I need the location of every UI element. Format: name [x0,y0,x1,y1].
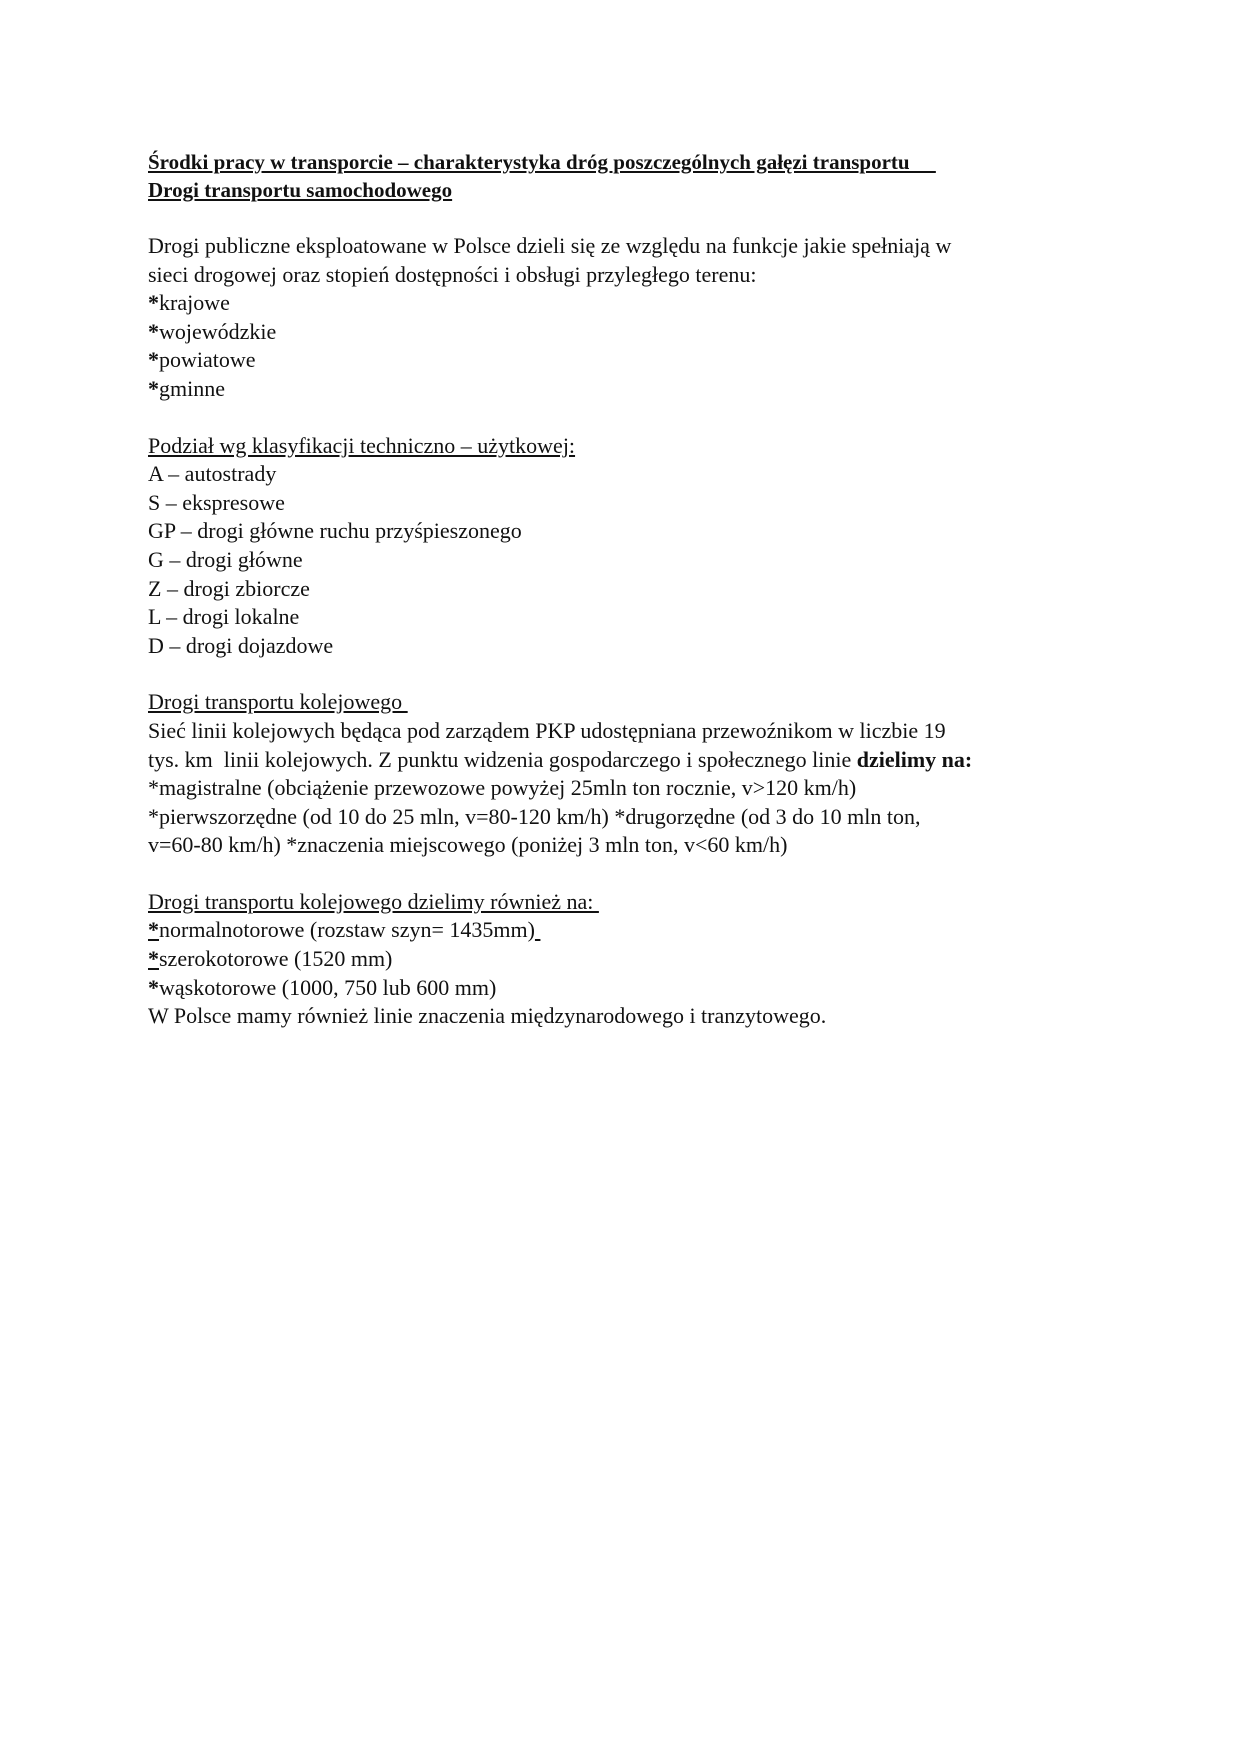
road-category-item: *powiatowe [148,347,256,373]
road-category-item: *krajowe [148,290,230,316]
classification-item: G – drogi główne [148,546,303,572]
document-title: Środki pracy w transporcie – charakterystyka dróg poszczególnych gałęzi transportu [148,150,936,174]
rail-class-primary-secondary: *pierwszorzędne (od 10 do 25 mln, v=80-120 km/h) *drugorzędne (od 3 do 10 mln ton, [148,803,921,829]
bullet-asterisk: * [148,974,159,1000]
gauge-item: *szerokotorowe (1520 mm) [148,946,393,972]
bullet-asterisk: * [148,318,159,344]
rail-class-local: v=60-80 km/h) *znaczenia miejscowego (poniżej 3 mln ton, v<60 km/h) [148,832,788,858]
bullet-asterisk: * [148,347,159,373]
spacer [148,660,1108,688]
gauge-item: *normalnotorowe (rozstaw szyn= 1435mm) [148,917,535,943]
classification-item: A – autostrady [148,461,277,487]
bullet-asterisk: * [148,375,159,401]
classification-heading: Podział wg klasyfikacji techniczno – użytkowej: [148,432,576,458]
classification-item: S – ekspresowe [148,489,285,515]
bullet-asterisk: * [148,917,159,943]
road-intro-line-2: sieci drogowej oraz stopień dostępności i obsługi przyległego terenu: [148,261,757,287]
document-page [148,148,1108,1031]
rail-class-magistral: *magistralne (obciążenie przewozowe powyżej 25mln ton rocznie, v>120 km/h) [148,775,857,801]
classification-item: Z – drogi zbiorcze [148,575,310,601]
spacer [148,204,1108,232]
classification-item: L – drogi lokalne [148,604,300,630]
spacer [148,860,1108,888]
gauge-item: *wąskotorowe (1000, 750 lub 600 mm) [148,974,497,1000]
classification-item: D – drogi dojazdowe [148,632,334,658]
road-intro-line-1: Drogi publiczne eksploatowane w Polsce dzieli się ze względu na funkcje jakie spełniają w [148,233,952,258]
road-category-item: *wojewódzkie [148,318,277,344]
gauge-heading: Drogi transportu kolejowego dzielimy również na: [148,888,599,914]
classification-item: GP – drogi główne ruchu przyśpieszonego [148,518,522,544]
gauge-closing-sentence: W Polsce mamy również linie znaczenia międzynarodowego i tranzytowego. [148,1003,827,1029]
rail-paragraph-line-1: Sieć linii kolejowych będąca pod zarządem PKP udostępniana przewoźnikom w liczbie 19 [148,717,946,743]
rail-heading: Drogi transportu kolejowego [148,689,408,715]
bullet-asterisk: * [148,290,159,316]
bold-phrase: dzielimy na: [856,746,973,772]
road-category-item: *gminne [148,375,225,401]
bullet-asterisk: * [148,946,159,972]
rail-paragraph-line-2: tys. km linii kolejowych. Z punktu widzenia gospodarczego i społecznego linie dzielimy na: [148,746,973,772]
section-title-road-transport: Drogi transportu samochodowego [148,178,453,202]
spacer [148,404,1108,432]
